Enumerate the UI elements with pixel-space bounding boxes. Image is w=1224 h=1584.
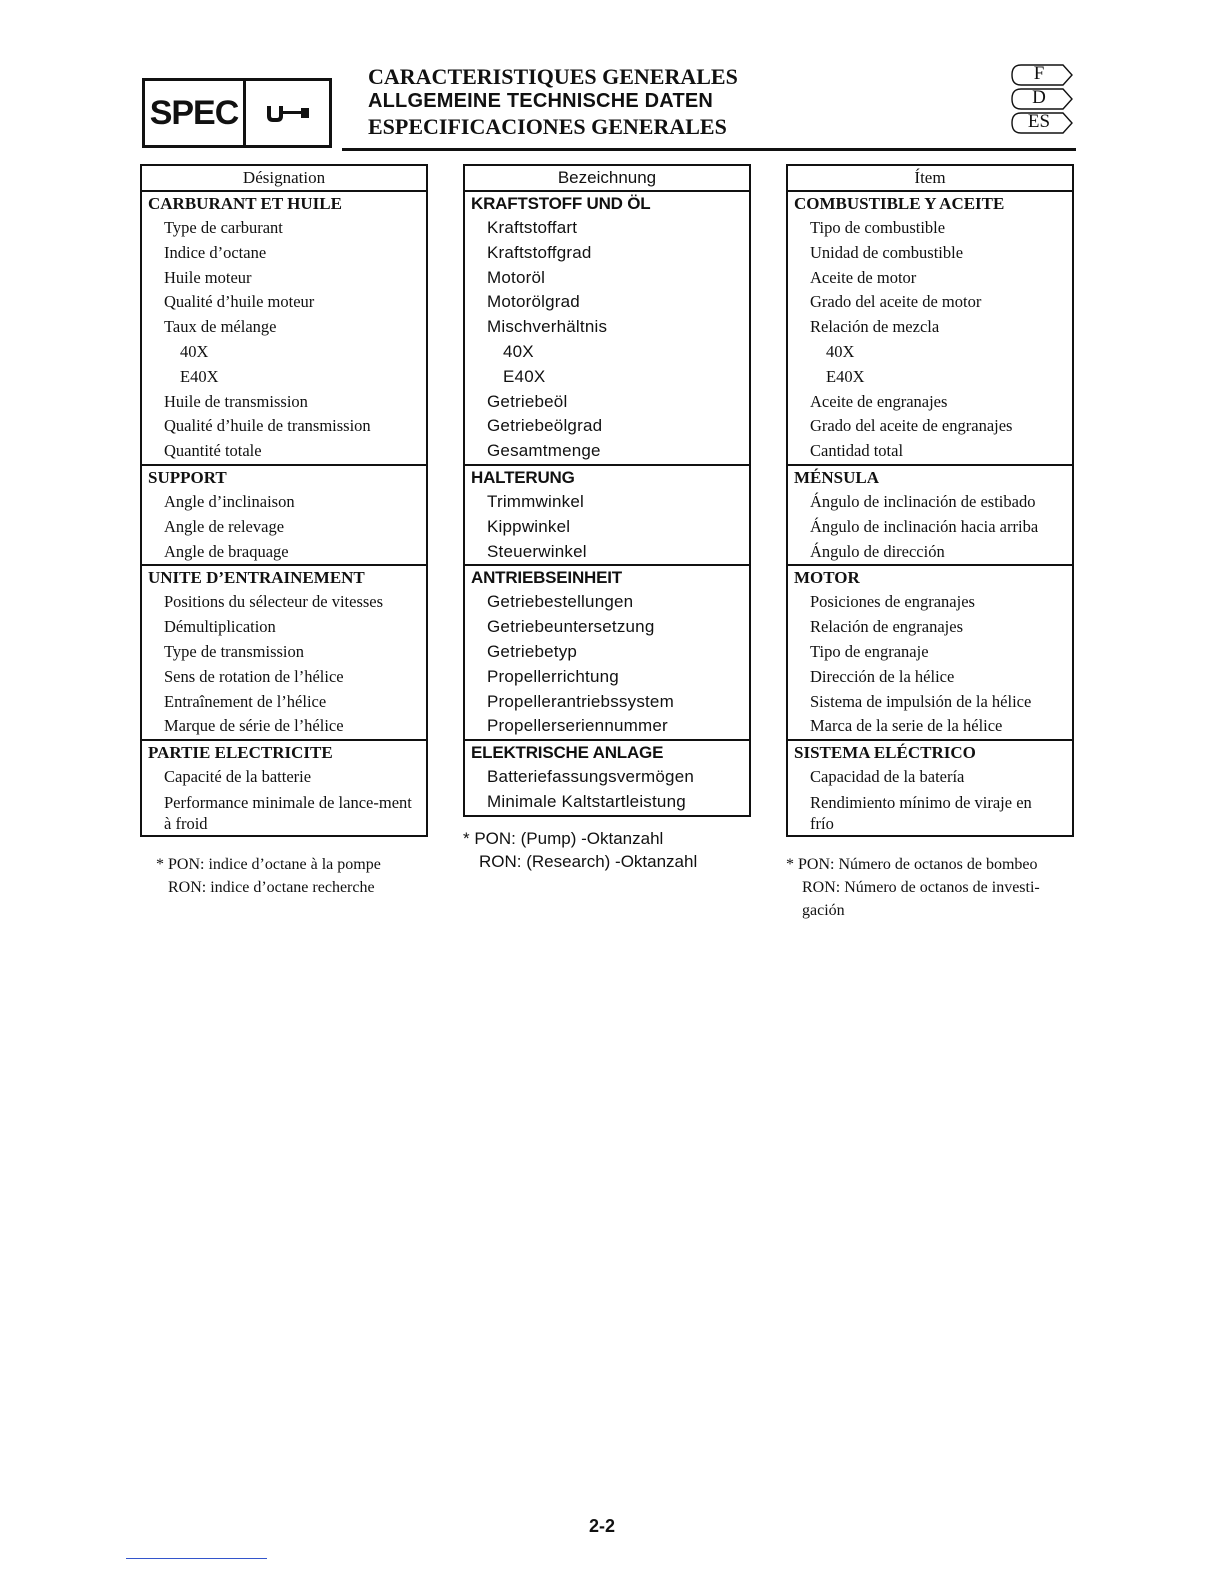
table-row: E40X <box>826 366 865 386</box>
spec-table-spanish <box>786 164 1074 837</box>
footnote-text: indice d’octane recherche <box>210 878 375 896</box>
table-row: Propellerantriebssystem <box>487 691 674 711</box>
table-row: Propellerrichtung <box>487 666 619 686</box>
table-row: Capacidad de la batería <box>810 767 965 787</box>
section-electrical <box>142 741 426 837</box>
table-row: Huile moteur <box>164 267 252 287</box>
title-es: ESPECIFICACIONES GENERALES <box>368 114 727 139</box>
page-number: 2-2 <box>588 1516 615 1536</box>
table-row: Motoröl <box>487 267 546 287</box>
table-row: Kraftstoffgrad <box>487 242 592 262</box>
table-row: Sens de rotation de l’hélice <box>164 666 344 686</box>
table-row: Type de carburant <box>164 218 283 237</box>
table-row: Mischverhältnis <box>487 317 608 337</box>
table-row: Qualité d’huile de transmission <box>164 416 371 436</box>
table-row: E40X <box>503 366 546 386</box>
table-row: Propellerseriennummer <box>487 716 668 736</box>
table-row: Démultiplication <box>164 617 276 637</box>
header-rule <box>342 148 1076 151</box>
table-heading: Désignation <box>142 166 426 192</box>
section-title: CARBURANT ET HUILE <box>148 194 342 213</box>
table-row: Posiciones de engranajes <box>810 592 975 612</box>
footnote-text: Número de octanos de bombeo <box>838 855 1038 873</box>
table-row: Huile de transmission <box>164 391 308 411</box>
table-row: Qualité d’huile moteur <box>164 292 315 312</box>
section-title: UNITE D’ENTRAINEMENT <box>148 568 365 588</box>
table-row: 40X <box>503 341 534 361</box>
page-titles <box>368 64 738 139</box>
table-row: Gesamtmenge <box>487 441 601 461</box>
section-title: SISTEMA ELÉCTRICO <box>794 743 976 763</box>
footnote-label: * PON: <box>463 828 516 848</box>
table-row: Grado del aceite de motor <box>810 292 982 312</box>
section-title: MÉNSULA <box>794 467 880 487</box>
table-row: Capacité de la batterie <box>164 767 312 787</box>
section-fuel-oil <box>788 192 1072 466</box>
spec-table-french <box>140 164 428 837</box>
table-row: Getriebetyp <box>487 641 578 661</box>
table-row: Marque de série de l’hélice <box>164 716 344 736</box>
section-title: ELEKTRISCHE ANLAGE <box>471 743 664 763</box>
section-fuel-oil <box>142 192 426 466</box>
table-row: Minimale Kaltstartleistung <box>487 791 686 811</box>
spec-wrench-icon <box>246 81 329 145</box>
table-row: Quantité totale <box>164 441 262 461</box>
table-row: Aceite de motor <box>810 267 917 287</box>
section-electrical <box>465 741 749 817</box>
table-row: Sistema de impulsión de la hélice <box>810 691 1032 711</box>
footer-link-underline <box>126 1558 267 1559</box>
footnote-text: (Pump) -Oktanzahl <box>520 828 664 848</box>
table-row: Dirección de la hélice <box>810 666 955 686</box>
lang-badge-d <box>1011 88 1067 108</box>
section-bracket <box>465 466 749 566</box>
footnote-pon <box>463 827 751 850</box>
table-row: E40X <box>180 366 219 386</box>
footnote-label: * PON: <box>786 855 835 873</box>
lang-badge-f <box>1011 64 1067 84</box>
section-title: KRAFTSTOFF UND ÖL <box>471 194 651 213</box>
table-row: 40X <box>180 341 209 361</box>
table-row: Marca de la serie de la hélice <box>810 716 1003 736</box>
table-row: Motorölgrad <box>487 292 580 312</box>
language-badges <box>1011 64 1075 136</box>
table-row: Rendimiento mínimo de viraje en frío <box>810 792 1032 833</box>
table-row: Angle de relevage <box>164 516 285 536</box>
table-row: Taux de mélange <box>164 317 277 337</box>
footnote-ron <box>463 850 751 873</box>
footnote-text: indice d’octane à la pompe <box>208 855 381 873</box>
table-row: Tipo de combustible <box>810 218 946 237</box>
section-fuel-oil <box>465 192 749 466</box>
table-row: Ángulo de inclinación de estibado <box>810 491 1036 511</box>
table-row: Indice d’octane <box>164 242 267 262</box>
footnote-label: RON: <box>802 878 841 896</box>
section-title: PARTIE ELECTRICITE <box>148 743 333 763</box>
table-row: Relación de mezcla <box>810 317 940 337</box>
section-bracket <box>788 466 1072 566</box>
footnote-text: Número de octanos de investi-gación <box>802 878 1040 919</box>
table-row: Kippwinkel <box>487 516 571 536</box>
table-row: Type de transmission <box>164 641 304 661</box>
table-row: Entraînement de l’hélice <box>164 691 327 711</box>
footnote-label: RON: <box>479 851 522 871</box>
lang-badge-es <box>1011 112 1067 132</box>
footnote-ron <box>140 876 428 899</box>
footnote-pon <box>786 853 1074 876</box>
spec-label: SPEC <box>145 81 246 145</box>
table-row: Angle de braquage <box>164 541 289 561</box>
footnotes <box>786 853 1074 922</box>
table-row: Batteriefassungsvermögen <box>487 767 695 787</box>
section-drive-unit <box>788 566 1072 741</box>
footnote-text: (Research) -Oktanzahl <box>526 851 698 871</box>
section-bracket <box>142 466 426 566</box>
table-row: Kraftstoffart <box>487 218 578 237</box>
table-row: Unidad de combustible <box>810 242 964 262</box>
section-title: HALTERUNG <box>471 467 575 487</box>
section-electrical <box>788 741 1072 837</box>
footnote-label: RON: <box>168 878 207 896</box>
table-row: Cantidad total <box>810 441 904 461</box>
table-row: Angle d’inclinaison <box>164 491 295 511</box>
section-title: MOTOR <box>794 568 860 588</box>
lang-badge-label: F <box>1033 63 1045 84</box>
section-drive-unit <box>465 566 749 741</box>
table-row: 40X <box>826 341 855 361</box>
footnote-label: * PON: <box>156 855 205 873</box>
table-row: Steuerwinkel <box>487 541 587 561</box>
section-title: SUPPORT <box>148 467 227 487</box>
table-row: Aceite de engranajes <box>810 391 948 411</box>
table-row: Performance minimale de lance-ment à froid <box>164 792 412 833</box>
column-spanish <box>786 164 1074 922</box>
section-drive-unit <box>142 566 426 741</box>
table-row: Relación de engranajes <box>810 617 964 637</box>
table-row: Ángulo de inclinación hacia arriba <box>810 516 1039 536</box>
table-row: Positions du sélecteur de vitesses <box>164 592 384 612</box>
table-row: Tipo de engranaje <box>810 641 929 661</box>
spec-badge <box>142 78 332 148</box>
table-row: Getriebeöl <box>487 391 568 411</box>
lang-badge-label: D <box>1032 87 1046 108</box>
table-row: Ángulo de dirección <box>810 541 945 561</box>
table-row: Getriebeölgrad <box>487 416 603 436</box>
table-heading: Ítem <box>788 166 1072 192</box>
footnotes <box>140 853 428 899</box>
spec-table-german <box>463 164 751 817</box>
lang-badge-label: ES <box>1027 111 1051 132</box>
section-title: ANTRIEBSEINHEIT <box>471 568 622 588</box>
footnote-pon <box>140 853 428 876</box>
table-row: Getriebeuntersetzung <box>487 617 655 637</box>
column-german <box>463 164 751 873</box>
section-title: COMBUSTIBLE Y ACEITE <box>794 194 1005 213</box>
footnote-ron <box>786 876 1074 922</box>
column-french <box>140 164 428 899</box>
title-fr: CARACTERISTIQUES GENERALES <box>368 64 738 89</box>
table-row: Trimmwinkel <box>487 491 584 511</box>
title-de: ALLGEMEINE TECHNISCHE DATEN <box>368 90 714 112</box>
footnotes <box>463 827 751 873</box>
table-row: Grado del aceite de engranajes <box>810 416 1013 436</box>
table-row: Getriebestellungen <box>487 592 634 612</box>
table-heading: Bezeichnung <box>465 166 749 192</box>
